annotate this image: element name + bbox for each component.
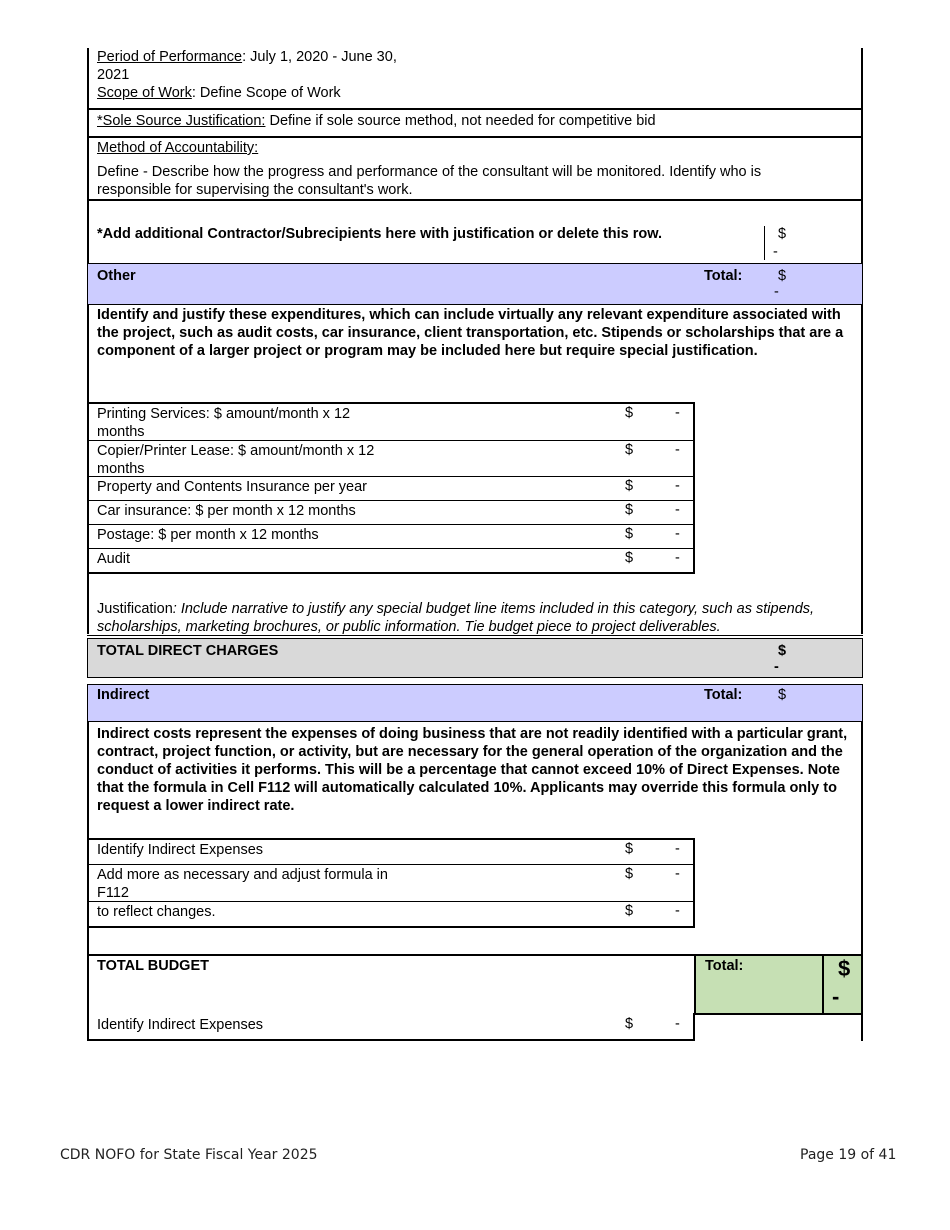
period-label: Period of Performance (97, 49, 243, 65)
item-label: Identify Indirect Expenses (97, 1017, 264, 1033)
other-total-label: Total: (704, 268, 743, 284)
table-row (89, 501, 693, 525)
scope-value: : Define Scope of Work (191, 85, 341, 101)
item-label: Copier/Printer Lease: $ amount/month x 12 months (97, 443, 375, 477)
period-value-cont: 2021 (97, 67, 130, 83)
table-row (89, 902, 693, 926)
total-budget-total-label: Total: (705, 958, 744, 974)
indirect-header (87, 684, 863, 722)
scope-label: Scope of Work (97, 85, 192, 101)
item-dollar: $ (625, 1016, 634, 1032)
additional-dash: - (773, 244, 778, 260)
table-row (89, 441, 693, 477)
indirect-total-dollar: $ (778, 687, 787, 703)
table-row (89, 840, 693, 865)
period-value: : July 1, 2020 - June 30, (242, 49, 397, 65)
period-of-performance (97, 48, 437, 102)
item-dollar: $ (625, 550, 634, 566)
sole-source-label: *Sole Source Justification: (97, 113, 266, 129)
item-value: - (675, 841, 680, 857)
additional-dollar: $ (778, 226, 787, 242)
total-budget-dollar: $ (838, 956, 851, 981)
item-value: - (675, 526, 680, 542)
item-label: Car insurance: $ per month x 12 months (97, 503, 356, 519)
table-row (89, 1013, 693, 1039)
item-dollar: $ (625, 442, 634, 458)
item-dollar: $ (625, 866, 634, 882)
item-dollar: $ (625, 502, 634, 518)
item-value: - (675, 903, 680, 919)
other-total-dash: - (774, 284, 779, 300)
item-label: Printing Services: $ amount/month x 12 months (97, 406, 351, 440)
other-header (87, 263, 863, 305)
other-justification (97, 600, 857, 636)
justification-label: Justification (97, 601, 173, 617)
accountability-text: Define - Describe how the progress and performance of the consultant will be monitored. Identify who is responsible for supervising the consultant's work. (97, 164, 762, 198)
table-row (89, 549, 693, 572)
trailing-table (87, 1013, 695, 1041)
total-budget-title: TOTAL BUDGET (97, 958, 209, 974)
item-label: Postage: $ per month x 12 months (97, 527, 319, 543)
additional-divider (764, 226, 765, 260)
item-dollar: $ (625, 478, 634, 494)
indirect-items-table (87, 838, 695, 928)
footer-left: CDR NOFO for State Fiscal Year 2025 (60, 1147, 318, 1163)
table-row (89, 404, 693, 441)
total-budget-total-cell (694, 954, 824, 1015)
item-label: to reflect changes. (97, 904, 216, 920)
item-label: Add more as necessary and adjust formula in F112 (97, 867, 388, 901)
footer-page-number: Page 19 of 41 (800, 1147, 897, 1163)
item-value: - (675, 478, 680, 494)
total-direct-title: TOTAL DIRECT CHARGES (97, 643, 279, 659)
item-label: Property and Contents Insurance per year (97, 479, 368, 495)
double-rule (87, 635, 863, 636)
total-direct-dollar: $ (778, 643, 787, 659)
item-dollar: $ (625, 526, 634, 542)
total-direct-dash: - (774, 659, 779, 675)
other-title: Other (97, 268, 136, 284)
divider (87, 108, 863, 110)
indirect-description: Indirect costs represent the expenses of doing business that are not readily identified with a particular grant, contract, project function, or activity, but are necessary for the general operation of the organization and the conduct of activities it performs. This will be a percentage that cannot exceed 10% of Direct Expenses. Note that the formula in Cell F112 will automatically calculated 10%. Applicants may override this formula only to request a lower indirect rate. (97, 726, 848, 814)
additional-contractor-note: *Add additional Contractor/Subrecipients here with justification or delete this row. (97, 226, 663, 242)
item-label: Identify Indirect Expenses (97, 842, 264, 858)
sole-source-justification (97, 112, 656, 130)
frame-right-line (861, 684, 863, 954)
divider (87, 199, 863, 201)
other-total-dollar: $ (778, 268, 787, 284)
item-label: Audit (97, 551, 131, 567)
item-dollar: $ (625, 405, 634, 421)
table-row (89, 865, 693, 902)
other-description: Identify and justify these expenditures, which can include virtually any relevant expenditure associated with the project, such as audit costs, car insurance, client transportation, etc. Stipends or scholarships that are a component of a larger project or program may be included here but require special justification. (97, 307, 844, 359)
frame-right-line (861, 1013, 863, 1041)
item-value: - (675, 442, 680, 458)
total-direct-charges (87, 638, 863, 678)
total-budget-value-cell (822, 954, 863, 1015)
indirect-total-label: Total: (704, 687, 743, 703)
item-value: - (675, 502, 680, 518)
indirect-title: Indirect (97, 687, 150, 703)
item-value: - (675, 550, 680, 566)
table-row (89, 525, 693, 549)
item-dollar: $ (625, 841, 634, 857)
item-value: - (675, 1016, 680, 1032)
item-dollar: $ (625, 903, 634, 919)
accountability-label: Method of Accountability: (97, 140, 259, 156)
other-items-table (87, 402, 695, 574)
total-budget-dash: - (832, 984, 840, 1009)
divider (87, 136, 863, 138)
table-row (89, 477, 693, 501)
item-value: - (675, 405, 680, 421)
item-value: - (675, 866, 680, 882)
sole-source-value: Define if sole source method, not needed for competitive bid (265, 113, 656, 129)
justification-text: : Include narrative to justify any special budget line items included in this category, such as stipends, scholarships, marketing brochures, or public information. Tie budget piece to project deliverables. (97, 601, 815, 635)
